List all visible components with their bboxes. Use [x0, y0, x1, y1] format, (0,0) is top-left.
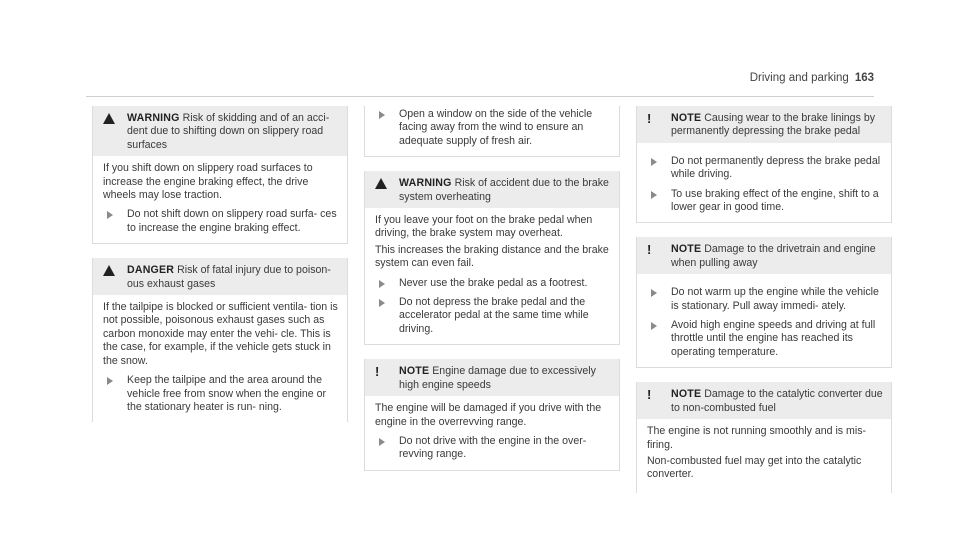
note-heading: Damage to the catalytic converter due to non-combusted fuel: [671, 388, 883, 414]
step-text: Keep the tailpipe and the area around the vehicle free from snow when the engine or the stationary heater is run- ning.: [127, 374, 327, 413]
paragraph: This increases the braking distance and the brake system can even fail.: [375, 243, 609, 270]
instruction-step: [103, 208, 339, 235]
arrow-right-icon: [647, 188, 671, 215]
paragraph: If you shift down on slippery road surfaces to increase the engine braking effect, the drive wheels may lose traction.: [103, 162, 313, 202]
instruction-step: [647, 155, 883, 182]
page-header: [0, 0, 960, 96]
warning-header: [365, 171, 619, 208]
instruction-step: [647, 188, 883, 215]
instruction-step: [375, 108, 611, 148]
warning-keyword: WARNING: [127, 112, 180, 124]
paragraph: The engine is not running smoothly and is mis- firing.: [647, 425, 867, 451]
note-body: [365, 396, 619, 470]
note-box-brake-linings: [636, 106, 892, 223]
note-keyword: NOTE: [671, 388, 702, 401]
step-text: Do not drive with the engine in the over- revving range.: [399, 434, 587, 461]
step-text: Avoid high engine speeds and driving at full throttle until the engine has reached its operating temperature.: [671, 319, 876, 358]
danger-header: [93, 258, 347, 295]
instruction-step: [647, 319, 883, 359]
step-text: Do not permanently depress the brake pedal while driving.: [671, 154, 881, 181]
note-header: [637, 237, 891, 274]
step-text: Open a window on the side of the vehicle facing away from the wind to ensure an adequate supply of fresh air.: [399, 108, 593, 147]
warning-body: [93, 156, 347, 243]
instruction-step: [375, 435, 611, 462]
danger-heading: Risk of fatal injury due to poison- ous exhaust gases: [127, 264, 331, 290]
note-heading: Damage to the drivetrain and engine when pulling away: [671, 243, 876, 269]
note-body: [637, 419, 891, 493]
note-body: [637, 274, 891, 367]
note-box-drivetrain: [636, 237, 892, 368]
paragraph: If the tailpipe is blocked or sufficient ventila- tion is not possible, poisonous exhaust gases such as carbon monoxide may enter the vehi- cle. This is the case, for example, if the vehicle gets stuck in the snow.: [103, 301, 338, 367]
note-body: [637, 143, 891, 223]
running-head: [750, 72, 874, 85]
warning-keyword: WARNING: [399, 177, 452, 190]
arrow-right-icon: [647, 286, 671, 313]
note-header: [365, 359, 619, 396]
paragraph: Non-combusted fuel may get into the catalytic converter.: [647, 454, 862, 481]
warning-triangle-icon: [103, 264, 127, 291]
instruction-step: [103, 374, 339, 414]
section-title: Driving and parking: [749, 72, 849, 84]
step-text: Do not warm up the engine while the vehicle is stationary. Pull away immedi- ately.: [671, 286, 879, 312]
arrow-right-icon: [647, 319, 671, 359]
column-1: [92, 106, 348, 436]
instruction-step: [375, 296, 611, 336]
arrow-right-icon: [375, 296, 399, 336]
note-box-engine-speed: [364, 359, 620, 470]
header-rule: [86, 96, 874, 97]
warning-box-brake-overheat: [364, 171, 620, 345]
arrow-right-icon: [647, 155, 671, 182]
warning-heading: Risk of skidding and of an acci- dent due to shifting down on slippery road surfaces: [127, 112, 330, 151]
note-header: [637, 106, 891, 143]
step-text: Do not shift down on slippery road surfa- ces to increase the engine braking effect.: [127, 208, 337, 234]
arrow-right-icon: [103, 208, 127, 235]
continuation-body: [365, 106, 619, 156]
step-text: Do not depress the brake pedal and the accelerator pedal at the same time while driving.: [399, 296, 589, 335]
note-heading: Engine damage due to excessively high engine speeds: [399, 365, 596, 391]
note-header: [637, 382, 891, 419]
note-box-catalytic: [636, 382, 892, 492]
danger-box-exhaust: [92, 258, 348, 422]
warning-heading: Risk of accident due to the brake system overheating: [399, 177, 609, 203]
note-heading: Causing wear to the brake linings by permanently depressing the brake pedal: [671, 112, 876, 138]
warning-body: [365, 208, 619, 344]
note-keyword: NOTE: [399, 365, 430, 378]
warning-triangle-icon: [375, 177, 399, 204]
note-keyword: NOTE: [671, 112, 702, 124]
instruction-step: [375, 277, 611, 290]
note-exclamation-icon: !: [647, 242, 652, 258]
arrow-right-icon: [103, 374, 127, 414]
arrow-right-icon: [375, 108, 399, 148]
column-2: [364, 106, 620, 485]
warning-box-skidding: [92, 106, 348, 244]
arrow-right-icon: [375, 435, 399, 462]
step-text: To use braking effect of the engine, shift to a lower gear in good time.: [671, 187, 879, 214]
note-exclamation-icon: !: [647, 387, 652, 403]
note-exclamation-icon: !: [375, 364, 380, 380]
step-text: Never use the brake pedal as a footrest.: [399, 276, 588, 289]
paragraph: If you leave your foot on the brake pedal when driving, the brake system may overheat.: [375, 214, 593, 240]
column-3: [636, 106, 892, 507]
danger-body: [93, 295, 347, 422]
warning-header: [93, 106, 347, 156]
warning-triangle-icon: [103, 112, 127, 152]
page-number: 163: [854, 72, 874, 84]
arrow-right-icon: [375, 277, 399, 290]
note-exclamation-icon: !: [647, 111, 652, 126]
danger-keyword: DANGER: [127, 264, 175, 277]
continuation-box: [364, 106, 620, 157]
instruction-step: [647, 286, 883, 313]
paragraph: The engine will be damaged if you drive with the engine in the overrevving range.: [375, 402, 602, 428]
note-keyword: NOTE: [671, 243, 702, 256]
